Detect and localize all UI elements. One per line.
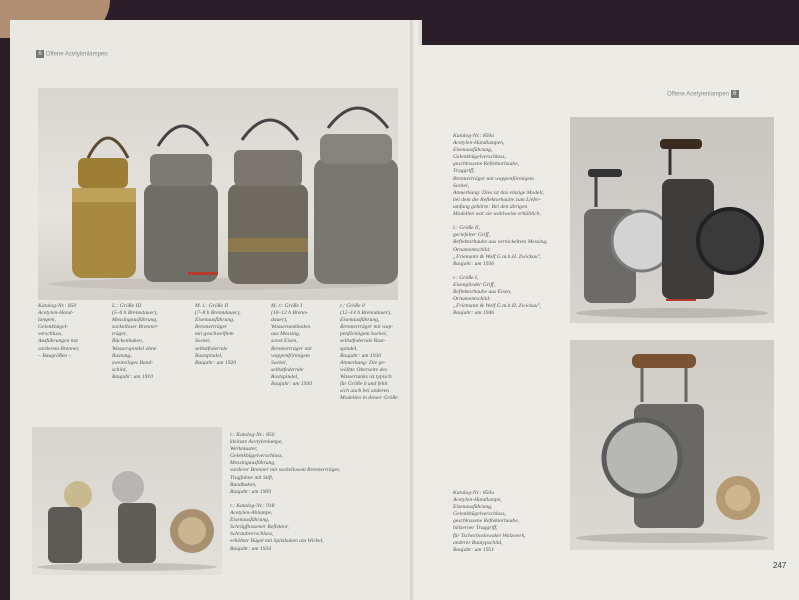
right-page [415, 45, 799, 600]
handlamps-illustration [570, 117, 774, 323]
caption-size-III: L.: Größe III (5–6 h Brenndauer), Messingausführung, sockelloser Brenner- träger, Rückenhaken, Wasserspindel ohne Rastung, zweiteiliges Band- schild, Baujahr: um 1910 [112, 303, 159, 380]
iron-brass-lamp-icon [228, 120, 308, 284]
lamps-illustration [38, 88, 398, 300]
caption-size-0: r.: Größe 0 (12–14 h Brenndauer), Eisenausführung, Brennerträger mit wap- penförmigem Sockel, selbstfedernde Rast- spindel, Baujahr: um 1930 Anmerkung: Die ge- wölbte Oberseite des Wassertanks ist typisch für Größe 0 und fehlt sich auch bei anderen Modellen in dieser Größe. [340, 303, 400, 402]
caption-bottom-left: l.: Katalog-Nr.: 850 kleinste Acetylenlampe, Werkmuster, Gelenkbügelverschluss, Messingausführung, vorderer Brenner mit sockellosem Brennerträger, Tragfahne mit Stift, Rundhaken, Baujahr: um 1909 r.: Katalog-Nr.: 918 Acetylen-Ablampe, Eisenausführung, Schrägflossener Reflektor, Schraubverschluss, erhöhter Bügel mit Spitzhaken am Wirbel, Baujahr: um 1934 [230, 432, 340, 552]
right-header [667, 90, 739, 99]
handlamps-photo [570, 117, 774, 323]
right-header-text: Offene Acetylenlampen [667, 91, 729, 98]
caption-size-I: M. r.: Größe I (10–12 h Brenn- dauer), Wassertankboden aus Messing, sonst Eisen, Brennerträger mit wappenförmigem Sockel, selbstfedernde Rastspindel, Baujahr: um 1930 [271, 303, 313, 388]
page-number: 247 [773, 561, 787, 570]
caption-right-top: Katalog-Nr.: 850a Acetylen-Handlampen, Eisenausführung, Gelenkbügelverschluss, geschlossene Reflektorhaube, Traggriff, Brennerträger mit wappenförmigem Sockel, Anmerkung: Dies ist das einzige Modell, bei dem die Reflektorhaube zum Liefer- umfang gehörte: Bei den übrigen Modellen war sie wahlweise erhältlich. l.: Größe II, geriefelter Griff, Reflektorhaube aus vernickeltem Messing, Ornamentschild: „Friemann & Wolf G.m.b.H. Zwickau", Baujahr: um 1936 r.: Größe I, Eisenglieder Griff, Reflektorhaube aus Eisen, Ornamentschild: „Friemann & Wolf G.m.b.H. Zwickau", Baujahr: um 1946 [453, 133, 548, 317]
large-iron-lamp-icon [314, 108, 398, 284]
iron-lamp-icon [144, 126, 218, 282]
lamps-photo-top [38, 88, 398, 300]
handlamp-wood-photo [570, 340, 774, 550]
chapter-mark-right: 6 [731, 90, 739, 98]
wood-handle-lamp-illustration [570, 340, 774, 550]
caption-catalog-850: Katalog-Nr.: 850 Acetylen-Hand- lampen, Gelenkbügel- verschluss, Ausführungen mit vorderem Brenner, – Baugrößen – [38, 303, 80, 359]
brass-lamp-icon [72, 138, 136, 278]
caption-size-II: M. l.: Größe II (7–8 h Brenndauer), Eisenausführung, Brennerträger mit geschweiftem Sockel, selbstfedernde Rastspindel, Baujahr: um 1920 [195, 303, 241, 366]
lamps-photo-bottom [32, 427, 222, 575]
left-page [10, 20, 413, 600]
caption-right-bottom: Katalog-Nr.: 850a Acetylen-Handlampe, Eisenausführung, Gelenkbügelverschluss, geschlossene Reflektorhaube, hölzerner Traggriff, für Tschechoslowakei Walzwerk, anderer Bautypschild, Baujahr: um 1951 [453, 490, 526, 553]
chapter-mark-left: 6 [36, 50, 44, 58]
small-lamps-illustration [32, 427, 222, 575]
left-header-text: Offene Acetylenlampen [45, 51, 108, 58]
left-header [36, 50, 108, 59]
